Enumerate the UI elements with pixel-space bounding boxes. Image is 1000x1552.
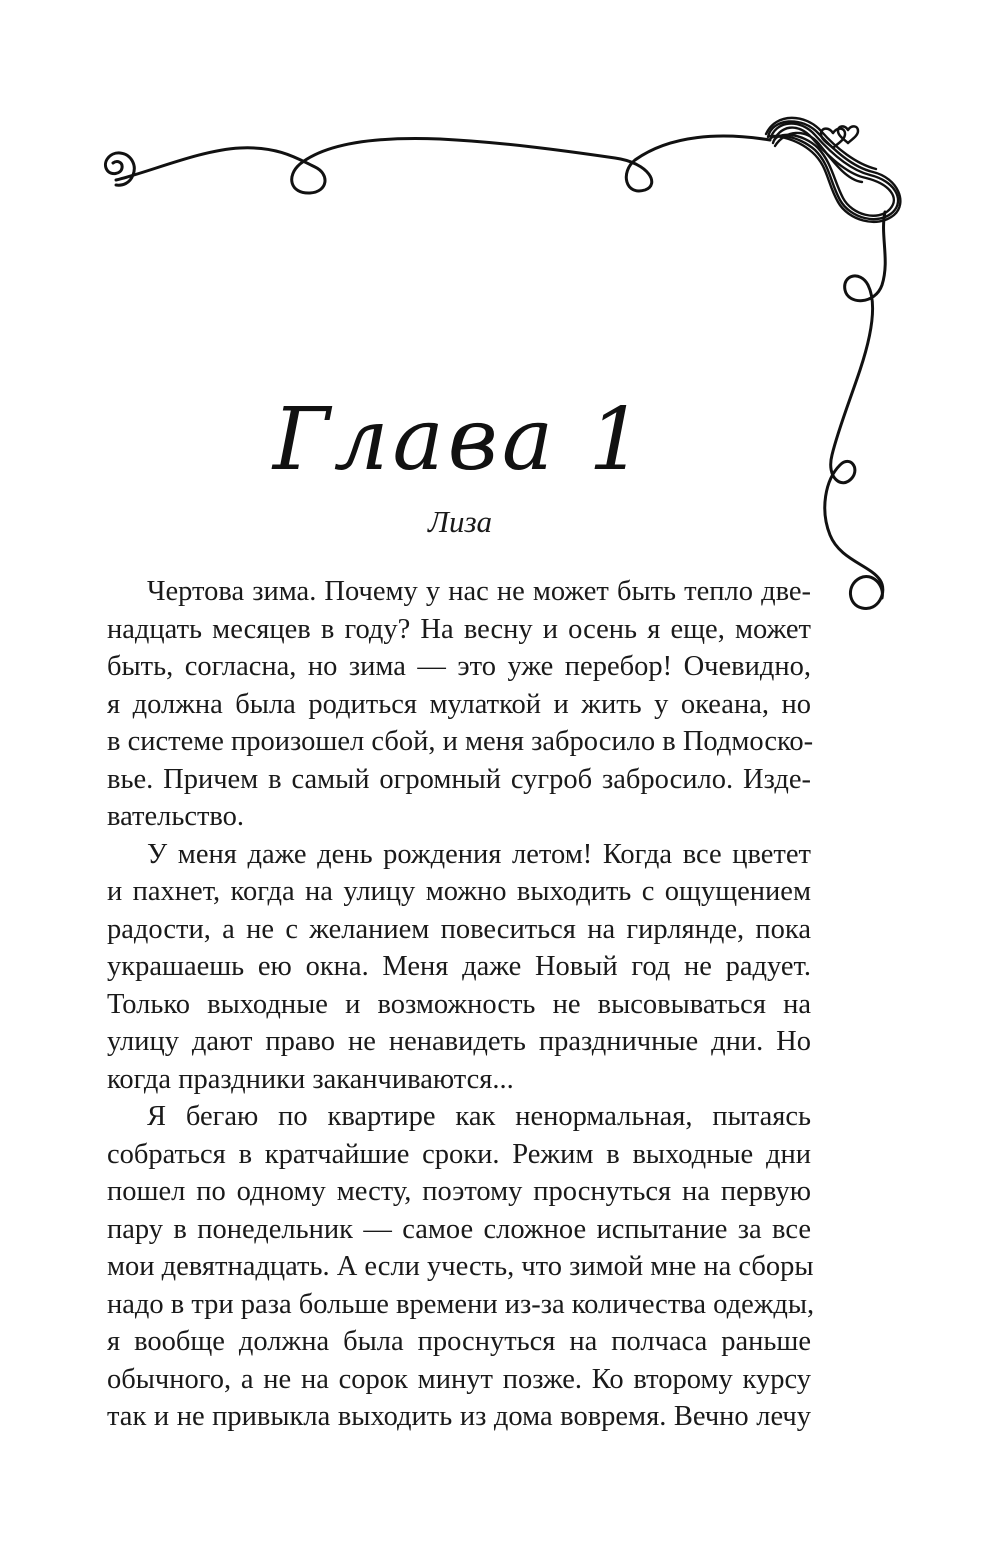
text-line: вье. Причем в самый огромный сугроб забросило. Изде- [107,763,811,795]
text-line: улицу дают право не ненавидеть праздничные дни. Но [107,1026,811,1057]
paragraph [107,836,811,1099]
text-line: я вообще должна была проснуться на полчаса раньше [107,1326,811,1357]
text-line: Чертова зима. Почему у нас не может быть тепло две- [147,576,811,607]
chapter-title: Глава 1 [272,390,648,490]
body-text [107,573,815,1436]
top-ribbon-line [116,136,770,193]
chapter-character-name: Лиза [427,504,493,539]
text-line: обычного, а не на сорок минут позже. Ко второму курсу [107,1363,811,1395]
text-line: пару в понедельник — самое сложное испытание за все [107,1213,811,1245]
text-line: мои девятнадцать. А если учесть, что зимой мне на сборы [107,1251,814,1282]
text-line: так и не привыкла выходить из дома вовремя. Вечно лечу [107,1401,811,1432]
text-line: быть, согласна, но зима — это уже перебор! Очевидно, [107,651,811,682]
text-line: надо в три раза больше времени из-за количества одежды, [107,1288,815,1320]
text-line: когда праздники заканчиваются... [107,1063,514,1095]
text-line: радости, а не с желанием повеситься на гирлянде, пока [107,913,811,945]
text-line: Только выходные и возможность не высовываться на [107,988,811,1020]
text-line: я должна была родиться мулаткой и жить у океана, но [107,688,811,720]
text-line: и пахнет, когда на улицу можно выходить с ощущением [107,876,811,907]
text-line: У меня даже день рождения летом! Когда все цветет [147,838,811,870]
paragraph [107,573,814,836]
text-line: Я бегаю по квартире как ненормальная, пытаясь [147,1101,811,1132]
text-line: украшаешь ею окна. Меня даже Новый год не радует. [107,951,811,982]
text-line: в системе произошел сбой, и меня забросило в Подмоско- [107,726,814,757]
text-line: вательство. [107,801,245,832]
text-line: надцать месяцев в году? На весну и осень я еще, может [107,613,811,645]
paragraph [107,1098,815,1436]
text-line: пошел по одному месту, поэтому проснуться на первую [107,1176,811,1207]
decorative-swirl-ornament [0,0,1000,660]
text-line: собраться в кратчайшие сроки. Режим в выходные дни [107,1138,811,1170]
